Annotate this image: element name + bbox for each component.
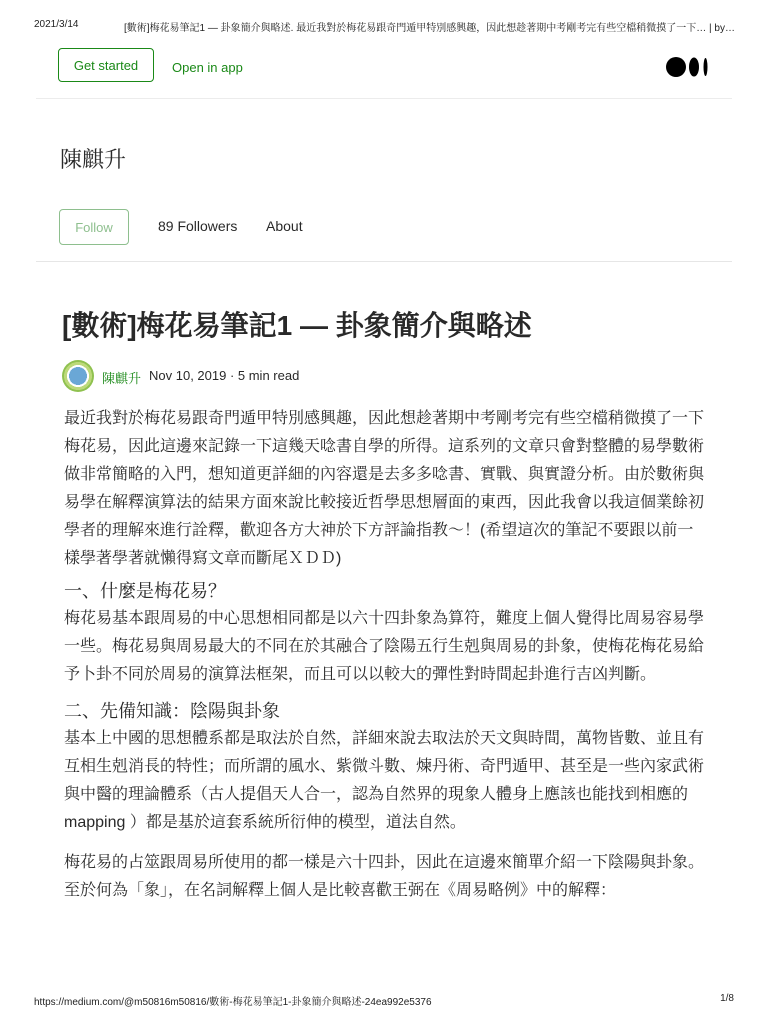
author-publication-name[interactable]: 陳麒升 <box>60 147 127 172</box>
article-title: [數術]梅花易筆記1 — 卦象簡介與略述 <box>62 310 532 341</box>
section-heading-what-is: 一、什麼是梅花易？ <box>64 581 226 601</box>
article-paragraph-meihua: 梅花易基本跟周易的中心思想相同都是以六十四卦象為算符，難度上個人覺得比周易容易學一些。梅花易與周易最大的不同在於其融合了陰陽五行生剋與周易的卦象，使梅花梅花易給予卜卦不同於周易的演算法框架，而且可以以較大的彈性對時間起卦進行吉凶判斷。 <box>64 610 705 683</box>
print-date: 2021/3/14 <box>34 19 79 30</box>
author-header <box>36 99 732 262</box>
open-in-app-link[interactable]: Open in app <box>172 60 243 75</box>
byline-author-link[interactable]: 陳麒升 <box>102 371 142 386</box>
article-body <box>64 405 704 905</box>
follow-button[interactable]: Follow <box>59 209 129 245</box>
print-footer-url: https://medium.com/@m50816m50816/數術-梅花易筆記1-卦象簡介與略述-24ea992e5376 <box>34 997 432 1008</box>
print-page-number: 1/8 <box>720 993 734 1004</box>
section-heading-prerequisites: 二、先備知識：陰陽與卦象 <box>64 701 280 721</box>
followers-count-link[interactable]: 89 Followers <box>158 218 238 234</box>
byline-date-readtime: Nov 10, 2019 · 5 min read <box>149 368 300 383</box>
article-paragraph-thought-system: 基本上中國的思想體系都是取法於自然，詳細來說去取法於天文與時間，萬物皆數、並且有互相生剋消長的特性；而所謂的風水、紫微斗數、煉丹術、奇門遁甲、甚至是一些內家武術與中醫的理論體系（古人提倡天人合一，認為自然界的現象人體身上應該也能找到相應的mapping ）都是基於這套系統所衍伸的模型，道法自然。 <box>64 730 705 831</box>
about-link[interactable]: About <box>266 218 303 234</box>
get-started-button[interactable]: Get started <box>58 48 154 82</box>
medium-logo-icon[interactable] <box>666 57 710 77</box>
author-avatar[interactable] <box>62 360 94 392</box>
top-navigation-bar <box>36 38 732 99</box>
article-paragraph-intro: 最近我對於梅花易跟奇門遁甲特別感興趣，因此想趁著期中考剛考完有些空檔稍微摸了一下梅花易，因此這邊來記錄一下這幾天唸書自學的所得。這系列的文章只會對整體的易學數術做非常簡略的入門，想知道更詳細的內容還是去多多唸書、實戰、與實證分析。由於數術與易學在解釋演算法的結果方面來說比較接近哲學思想層面的東西，因此我會以我這個業餘初學者的理解來進行詮釋，歡迎各方大神於下方評論指教～！(希望這次的筆記不要跟以前一樣學著學著就懶得寫文章而斷尾ＸＤＤ) <box>64 410 705 567</box>
article-byline <box>62 360 462 392</box>
article-paragraph-hexagrams: 梅花易的占筮跟周易所使用的都一樣是六十四卦，因此在這邊來簡單介紹一下陰陽與卦象。至於何為「象」，在名詞解釋上個人是比較喜歡王弼在《周易略例》中的解釋： <box>64 854 705 899</box>
print-page-title: [數術]梅花易筆記1 — 卦象簡介與略述. 最近我對於梅花易跟奇門遁甲特別感興趣，因此想趁著期中考剛考完有些空檔稍微摸了一下… | by… <box>124 23 735 34</box>
